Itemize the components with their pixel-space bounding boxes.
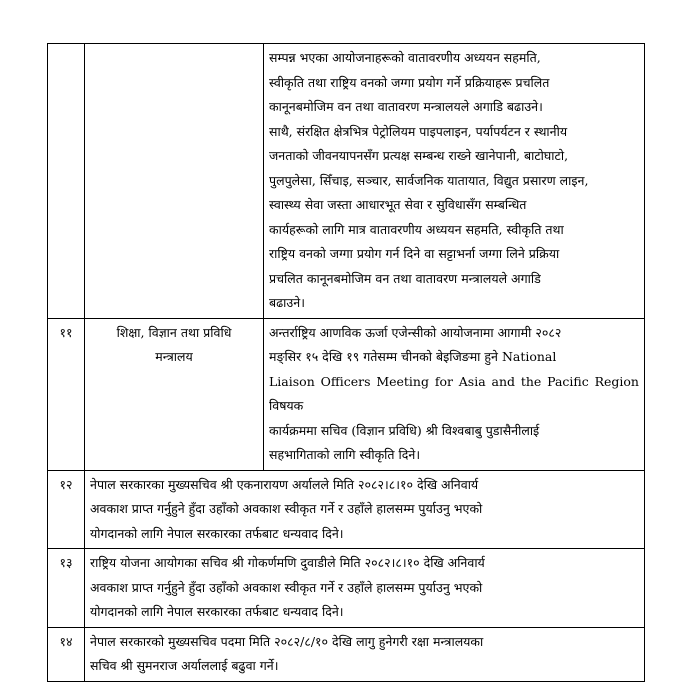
ministry-cell bbox=[85, 44, 264, 319]
row-number: १४ bbox=[48, 627, 85, 681]
text-line: कार्यक्रममा सचिव (विज्ञान प्रविधि) श्री विश्वबाबु पुडासैनीलाई bbox=[269, 422, 540, 438]
text-line: नेपाल सरकारका मुख्यसचिव श्री एकनारायण अर्यालले मिति २०८२।८।१० देखि अनिवार्य bbox=[90, 476, 479, 492]
decision-text bbox=[264, 44, 645, 319]
text-line: नेपाल सरकारको मुख्यसचिव पदमा मिति २०८२/८/१० देखि लागु हुनेगरी रक्षा मन्त्रालयका bbox=[90, 633, 484, 649]
text-line: जनताको जीवनयापनसँग प्रत्यक्ष सम्बन्ध राख्ने खानेपानी, बाटोघाटो, bbox=[269, 148, 569, 163]
text-line: मङ्सिर १५ देखि १९ गतेसम्म चीनको बेइजिङमा हुने National bbox=[269, 349, 557, 364]
text-line: स्वास्थ्य सेवा जस्ता आधारभूत सेवा र सुविधासँग सम्बन्धित bbox=[269, 197, 527, 212]
text-line: अवकाश प्राप्त गर्नुहुने हुँदा उहाँको अवकाश स्वीकृत गर्ने र उहाँले हालसम्म पुर्याउनु भएको bbox=[90, 579, 483, 595]
text-line: प्रचलित कानूनबमोजिम वन तथा वातावरण मन्त्रालयले अगाडि bbox=[269, 270, 541, 286]
text-line: कार्यहरूको लागि मात्र वातावरणीय अध्ययन सहमति, स्वीकृति तथा bbox=[269, 221, 564, 237]
text-line: कानूनबमोजिम वन तथा वातावरण मन्त्रालयले अगाडि बढाउने। bbox=[269, 99, 543, 114]
table-row bbox=[48, 318, 645, 470]
table-row bbox=[48, 470, 645, 549]
table-row bbox=[48, 549, 645, 628]
text-line: राष्ट्रिय वनको जग्गा प्रयोग गर्न दिने वा सट्टाभर्ना जग्गा लिने प्रक्रिया bbox=[269, 246, 560, 261]
decision-text bbox=[85, 627, 645, 681]
ministry-name-line: शिक्षा, विज्ञान तथा प्रविधि bbox=[116, 324, 232, 340]
text-line: सहभागिताको लागि स्वीकृति दिने। bbox=[269, 447, 421, 462]
decision-text bbox=[85, 470, 645, 549]
text-line: सचिव श्री सुमनराज अर्याललाई बढुवा गर्ने। bbox=[90, 658, 279, 673]
text-line: राष्ट्रिय योजना आयोगका सचिव श्री गोकर्णमणि दुवाडीले मिति २०८२।८।१० देखि अनिवार्य bbox=[90, 555, 485, 570]
text-line: Liaison Officers Meeting for Asia and the Pacific Region विषयक bbox=[269, 373, 639, 413]
row-number: ११ bbox=[48, 318, 85, 470]
text-line: अवकाश प्राप्त गर्नुहुने हुँदा उहाँको अवकाश स्वीकृत गर्ने र उहाँले हालसम्म पुर्याउनु भएको bbox=[90, 501, 483, 516]
decision-text bbox=[264, 318, 645, 470]
text-line: बढाउने। bbox=[269, 295, 305, 310]
row-number: १२ bbox=[48, 470, 85, 549]
table-row bbox=[48, 627, 645, 681]
row-number: १३ bbox=[48, 549, 85, 628]
text-line: सम्पन्न भएका आयोजनाहरूको वातावरणीय अध्ययन सहमति, bbox=[269, 50, 541, 65]
text-line: अन्तर्राष्ट्रिय आणविक ऊर्जा एजेन्सीको आयोजनामा आगामी २०८२ bbox=[269, 324, 562, 340]
text-line: योगदानको लागि नेपाल सरकारका तर्फबाट धन्यवाद दिने। bbox=[90, 604, 344, 619]
table-row bbox=[48, 44, 645, 319]
text-line: पुलपुलेसा, सिँचाइ, सञ्चार, सार्वजनिक यातायात, विद्युत प्रसारण लाइन, bbox=[269, 172, 589, 188]
text-line: साथै, संरक्षित क्षेत्रभित्र पेट्रोलियम पाइपलाइन, पर्यापर्यटन र स्थानीय bbox=[269, 123, 568, 139]
decision-text bbox=[85, 549, 645, 628]
ministry-cell bbox=[85, 318, 264, 470]
ministry-name-line: मन्त्रालय bbox=[155, 349, 193, 364]
row-number bbox=[48, 44, 85, 319]
text-line: स्वीकृति तथा राष्ट्रिय वनको जग्गा प्रयोग गर्ने प्रक्रियाहरू प्रचलित bbox=[269, 74, 550, 90]
text-line: योगदानको लागि नेपाल सरकारका तर्फबाट धन्यवाद दिने। bbox=[90, 525, 344, 541]
decision-table bbox=[47, 43, 645, 682]
